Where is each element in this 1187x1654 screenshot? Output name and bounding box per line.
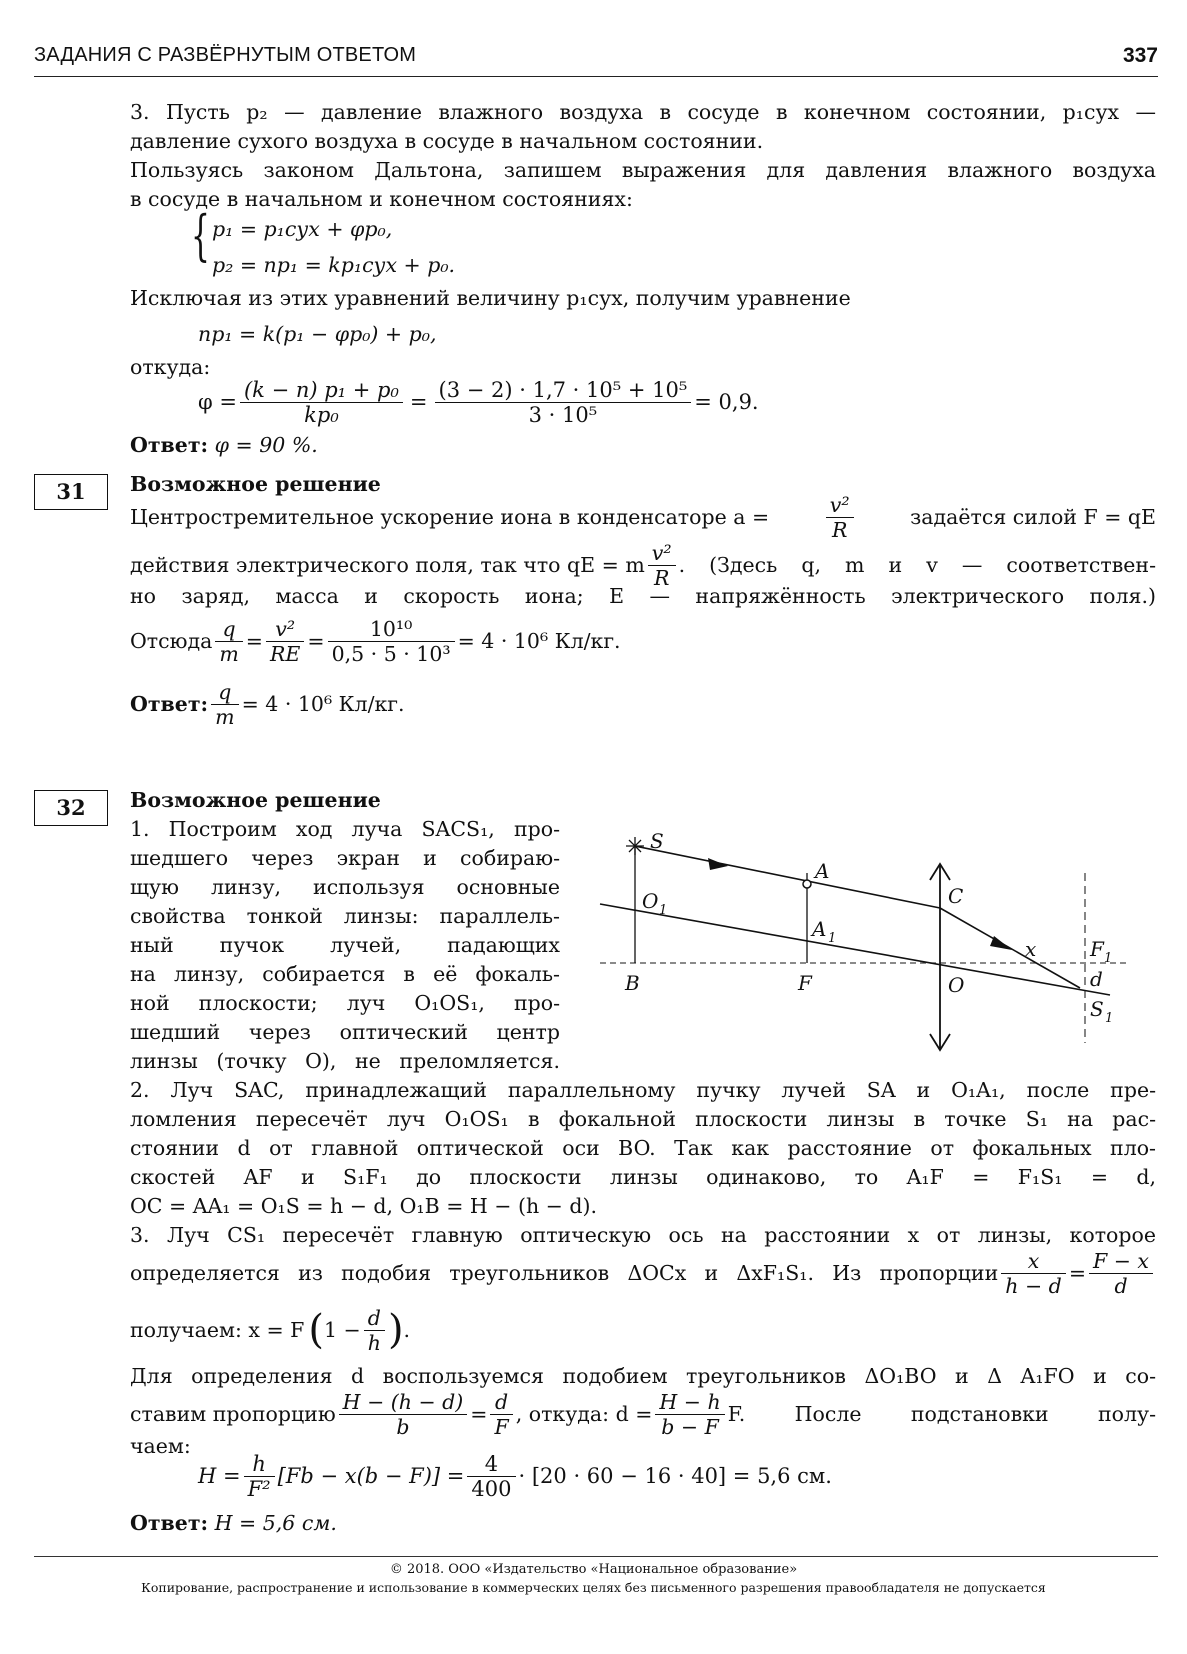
t32-p1-line: шедшего через экран и собираю- (130, 846, 560, 870)
t30-line3: Пользуясь законом Дальтона, запишем выражения для давления влажного воздуха (130, 158, 1156, 182)
t32-final-formula (198, 1444, 1098, 1508)
label-s: S (650, 829, 664, 853)
t32-p1-line: свойства тонкой линзы: параллель- (130, 904, 560, 928)
t32-answer (130, 1509, 1156, 1538)
t30-system-eq1: p₁ = p₁сух + φp₀, (212, 217, 393, 241)
fin-frac1 (244, 1452, 275, 1501)
t30-phi-formula (198, 372, 898, 432)
label-a1: A (812, 917, 827, 941)
t31-frac-a (826, 493, 854, 542)
t32-heading: Возможное решение (130, 788, 381, 812)
frac-num: H − h (655, 1390, 724, 1415)
t30-system-eq2: p₂ = np₁ = kp₁сух + p₀. (212, 253, 456, 277)
answer-frac (211, 680, 238, 729)
source-star-icon (626, 837, 644, 855)
t32-p1-line: щую линзу, используя основные (130, 875, 560, 899)
t30-line5: Исключая из этих уравнений величину p₁сух, получим уравнение (130, 286, 851, 310)
frac-den: 0,5 · 5 · 10³ (331, 641, 451, 666)
paren-close: ) (387, 1306, 404, 1353)
label-o: O (948, 973, 965, 997)
frac-den: b (396, 1414, 410, 1439)
answer-label: Ответ: (130, 1511, 209, 1535)
t31-l4a: Отсюда (130, 628, 213, 653)
t30-line2: давление сухого воздуха в сосуде в начальном состоянии. (130, 129, 764, 153)
label-x: x (1025, 937, 1037, 961)
equals-sign: = (307, 628, 325, 653)
task-number-31: 31 (34, 474, 108, 510)
frac-num: q (211, 680, 238, 705)
label-a: A (815, 859, 830, 883)
frac-den: RE (269, 641, 301, 666)
t31-answer (130, 675, 1156, 733)
label-d: d (1090, 967, 1103, 991)
t30-line4: в сосуде в начальном и конечном состояниях: (130, 187, 633, 211)
footer-copyright: © 2018. ООО «Издательство «Национальное образование» (389, 1562, 798, 1577)
t32-p4a: Для определения d воспользуемся подобием треугольников ΔO₁BO и Δ A₁FO и со- (130, 1364, 1156, 1388)
period: . (403, 1317, 411, 1342)
frac-den: m (219, 641, 239, 666)
t31-line4 (130, 612, 1156, 670)
t32-p3b: определяется из подобия треугольников ΔOCx и ΔxF₁S₁. Из пропорции (130, 1260, 999, 1285)
lens-diagram (590, 808, 1130, 1058)
equals-sign: = (470, 1401, 488, 1426)
answer-value: = 4 · 10⁶ Кл/кг. (241, 691, 405, 716)
answer-label: Ответ: (130, 433, 209, 457)
t31-l2b: . (Здесь q, m и v — соответствен- (678, 552, 1156, 577)
t32-p1-line: ный пучок лучей, падающих (130, 933, 560, 957)
t31-frac-v2re (266, 617, 304, 666)
frac-den: F (494, 1414, 509, 1439)
t30-whence: откуда: (130, 355, 211, 379)
t32-p4d: F. После подстановки полу- (727, 1401, 1156, 1426)
t31-l4b: = 4 · 10⁶ Кл/кг. (457, 628, 621, 653)
frac-num: v² (648, 541, 676, 566)
frac-num: 4 (467, 1452, 515, 1477)
frac-den: 400 (471, 1476, 512, 1501)
answer-value: φ = 90 %. (214, 433, 318, 457)
t32-p3a: 3. Луч CS₁ пересечёт главную оптическую ось на расстоянии x от линзы, которое (130, 1223, 1156, 1247)
t31-frac-qm (215, 617, 242, 666)
phi-den2: 3 · 10⁵ (528, 402, 598, 427)
t31-l2a: действия электрического поля, так что qE = m (130, 552, 645, 577)
frac-num: q (215, 617, 242, 642)
t31-heading: Возможное решение (130, 472, 381, 496)
t32-para2 (130, 1076, 1156, 1221)
running-header: ЗАДАНИЯ С РАЗВЁРНУТЫМ ОТВЕТОМ (34, 44, 417, 66)
t32-p1-line: шедший через оптический центр (130, 1020, 560, 1044)
t32-p3c: получаем: x = F (130, 1317, 305, 1342)
frac-num: v² (266, 617, 304, 642)
t32-p2-line: OC = AA₁ = O₁S = h − d, O₁B = H − (h − d). (130, 1194, 598, 1218)
t32-p3b-row (130, 1244, 1156, 1302)
frac-den: R (831, 517, 848, 542)
equals-sign: = (245, 628, 263, 653)
phi-frac1 (240, 378, 403, 427)
phi-den1: kp₀ (304, 402, 339, 427)
fin-end: · [20 · 60 − 16 · 40] = 5,6 см. (518, 1464, 832, 1488)
equals-sign: = (1068, 1260, 1086, 1285)
frac-den: h (367, 1330, 381, 1355)
t31-l1b: задаётся силой F = qE (910, 504, 1156, 529)
t32-p4c: , откуда: d = (515, 1401, 653, 1426)
header-rule (34, 76, 1158, 77)
t30-answer (130, 431, 1156, 460)
ray-arrow-2 (990, 936, 1012, 950)
footer-notice: Копирование, распространение и использование в коммерческих целях без письменного разрешения правообладателя не допускается (141, 1580, 1046, 1595)
t32-p3c-row (130, 1300, 1156, 1360)
t32-p1-line: 1. Построим ход луча SACS₁, про- (130, 817, 560, 841)
fin-frac2 (467, 1452, 515, 1501)
t32-p2-line: 2. Луч SAC, принадлежащий параллельному пучку лучей SA и O₁A₁, после пре- (130, 1078, 1156, 1102)
frac-num: x (1001, 1249, 1066, 1274)
label-f: F (798, 971, 812, 995)
label-o1: O (642, 889, 659, 913)
answer-label: Ответ: (130, 691, 209, 716)
frac-den: h − d (1005, 1273, 1062, 1298)
paren-open: ( (308, 1306, 324, 1353)
p3c-frac (364, 1306, 385, 1355)
frac-den: d (1114, 1273, 1128, 1298)
label-s1-sub: 1 (1105, 1011, 1114, 1026)
frac-num: d (364, 1306, 385, 1331)
t31-frac-num (328, 617, 455, 666)
t32-p1-line: на линзу, собирается в её фокаль- (130, 962, 560, 986)
frac-den: F² (247, 1476, 271, 1501)
point-a-marker (803, 880, 811, 888)
t32-p4b: ставим пропорцию (130, 1401, 336, 1426)
phi-num2: (3 − 2) · 1,7 · 10⁵ + 10⁵ (435, 378, 692, 403)
frac-num: h (244, 1452, 275, 1477)
fin-lhs: H = (198, 1464, 241, 1488)
task-number-32: 32 (34, 790, 108, 826)
t31-line3: но заряд, масса и скорость иона; E — напряжённость электрического поля.) (130, 584, 1156, 608)
footer-rule (34, 1556, 1158, 1557)
equals-sign: = (409, 390, 428, 414)
phi-result: = 0,9. (694, 390, 759, 414)
t32-p1-line: ной плоскости; луч O₁OS₁, про- (130, 991, 560, 1015)
label-c: C (948, 884, 964, 908)
label-b: B (625, 971, 640, 995)
t32-p4e: чаем: (130, 1434, 191, 1458)
t32-para1 (130, 815, 560, 1076)
p3-frac1 (1001, 1249, 1066, 1298)
t31-l1a: Центростремительное ускорение иона в конденсаторе a = (130, 504, 770, 529)
t30-line1: 3. Пусть p₂ — давление влажного воздуха в сосуде в конечном состоянии, p₁сух — (130, 100, 1156, 124)
one: 1 − (323, 1317, 361, 1342)
label-a1-sub: 1 (828, 931, 837, 946)
label-s1: S (1090, 997, 1104, 1021)
phi-frac2 (435, 378, 692, 427)
label-f1-sub: 1 (1104, 951, 1113, 966)
label-o1-sub: 1 (659, 903, 668, 918)
fin-mid: [Fb − x(b − F)] = (277, 1464, 465, 1488)
phi-num1: (k − n) p₁ + p₀ (240, 378, 403, 403)
frac-num: v² (826, 493, 854, 518)
page-number: 337 (1122, 44, 1158, 67)
frac-num: H − (h − d) (339, 1390, 468, 1415)
t32-p2-line: ломления пересечёт луч O₁OS₁ в фокальной плоскости линзы в точке S₁ на рас- (130, 1107, 1156, 1131)
label-f1: F (1090, 937, 1104, 961)
frac-den: b − F (661, 1414, 719, 1439)
t32-p2-line: стоянии d от главной оптической оси BO. Так как расстояние от фокальных пло- (130, 1136, 1156, 1160)
frac-num: F − x (1089, 1249, 1153, 1274)
p3-frac2 (1089, 1249, 1153, 1298)
t30-eq1: np₁ = k(p₁ − φp₀) + p₀, (198, 322, 437, 346)
t32-p1-line: линзы (точку О), не преломляется. (130, 1049, 560, 1073)
phi-lhs: φ = (198, 390, 237, 414)
frac-den: m (215, 704, 235, 729)
frac-den: R (653, 565, 670, 590)
frac-num: 10¹⁰ (328, 617, 455, 642)
answer-value: H = 5,6 см. (214, 1511, 337, 1535)
ray-sac (635, 846, 940, 908)
t32-p2-line: скостей AF и S₁F₁ до плоскости линзы одинаково, то A₁F = F₁S₁ = d, (130, 1165, 1156, 1189)
frac-num: d (490, 1390, 512, 1415)
system-brace: { (191, 204, 210, 267)
